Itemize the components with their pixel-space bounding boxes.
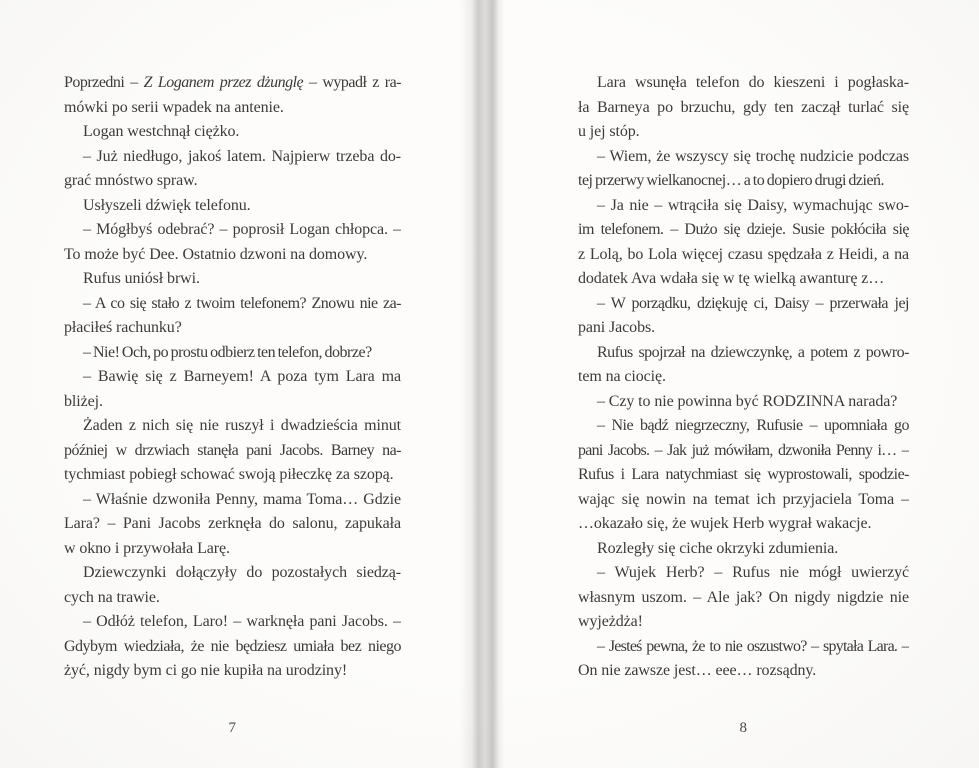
text-line: tej przerwy wielkanocnej… a to dopiero drugi dzień. — [578, 172, 885, 189]
book-gutter-shadow — [460, 0, 508, 768]
text-line: Gdybym wiedziała, że nie będziesz umiała bez niego — [64, 637, 401, 655]
text-line: On nie zawsze jest… eee… rozsądny. — [578, 662, 817, 679]
page-number-left: 7 — [228, 720, 237, 736]
text-line: – Mógłbyś odebrać? – poprosił Logan chłopca. – — [83, 221, 401, 238]
text-line: wyjeżdża! — [578, 613, 643, 630]
text-segment: – wypadł z ra- — [303, 74, 401, 91]
text-line: wając się nowin na temat ich przyjaciela Toma – — [578, 490, 909, 508]
text-line: ła Barneya po brzuchu, gdy ten zaczął turlać się — [578, 98, 909, 116]
text-line: – A co się stało z twoim telefonem? Znowu nie za- — [83, 294, 401, 312]
right-page — [578, 71, 909, 736]
text-line: tem na ciocię. — [578, 368, 666, 385]
text-line: cych na trawie. — [64, 588, 160, 606]
text-line: Lara wsunęła telefon do kieszeni i pogłaska- — [597, 74, 909, 91]
right-page-text — [578, 71, 909, 684]
text-line: pani Jacobs. – Jak już mówiłam, dzwoniła Penny i… – — [578, 441, 909, 459]
text-line: u jej stóp. — [578, 123, 640, 140]
text-line: później w drzwiach stanęła pani Jacobs. Barney na- — [64, 441, 401, 459]
text-line: pani Jacobs. — [578, 319, 656, 336]
text-line: – Nie! Och, po prostu odbierz ten telefon, dobrze? — [83, 343, 372, 361]
book-title-italic: Z Loganem przez dżunglę — [143, 74, 304, 91]
text-line: Rozległy się ciche okrzyki zdumienia. — [597, 539, 839, 557]
text-line: Dziewczynki dołączyły do pozostałych siedzą- — [83, 564, 401, 581]
text-line: dodatek Ava wdała się w tę wielką awanturę z… — [578, 270, 885, 287]
text-line: – Bawię się z Barneyem! A poza tym Lara ma — [83, 368, 401, 385]
text-line: – Ja nie – wtrąciła się Daisy, wymachując swo- — [597, 196, 909, 214]
page-number-right: 8 — [739, 720, 748, 736]
text-line: bliżej. — [64, 392, 103, 410]
text-line: grać mnóstwo spraw. — [64, 172, 198, 189]
text-line: Rufus i Lara natychmiast się wyprostowali, spodzie- — [578, 466, 909, 483]
text-line: Usłyszeli dźwięk telefonu. — [83, 196, 251, 214]
text-line: Lara? – Pani Jacobs zerknęła do salonu, zapukała — [64, 515, 401, 532]
text-line: Logan westchnął ciężko. — [83, 123, 240, 140]
text-line: tychmiast pobiegł schować swoją piłeczkę za szopą. — [64, 466, 394, 483]
text-line: To może być Dee. Ostatnio dzwoni na domowy. — [64, 245, 368, 263]
text-line: – W porządku, dziękuję ci, Daisy – przerwała jej — [597, 294, 909, 312]
left-page-text — [64, 71, 401, 684]
text-line: – Czy to nie powinna być RODZINNA narada? — [597, 392, 898, 410]
text-line: – Właśnie dzwoniła Penny, mama Toma… Gdzie — [83, 490, 401, 508]
text-line: z Lolą, bo Lola więcej czasu spędzała z Heidi, a na — [578, 245, 909, 263]
text-line: w okno i przywołała Larę. — [64, 539, 230, 557]
text-line: …okazało się, że wujek Herb wygrał wakacje. — [578, 515, 872, 532]
text-line: Rufus spojrzał na dziewczynkę, a potem z powro- — [597, 343, 909, 361]
text-line: Rufus uniósł brwi. — [83, 270, 200, 287]
text-line: – Odłóż telefon, Laro! – warknęła pani Jacobs. – — [83, 613, 401, 630]
text-line: – Nie bądź niegrzeczny, Rufusie – upomniała go — [597, 417, 909, 434]
text-segment: Poprzedni – — [64, 74, 144, 91]
text-line: – Jesteś pewna, że to nie oszustwo? – spytała Lara. – — [597, 637, 909, 655]
text-line: własnym uszom. – Ale jak? On nigdy nigdzie nie — [578, 588, 909, 606]
text-line: mówki po serii wpadek na antenie. — [64, 98, 284, 116]
text-line: Żaden z nich się nie ruszył i dwadzieścia minut — [83, 417, 401, 434]
text-line: płaciłeś rachunku? — [64, 319, 182, 336]
text-line: – Wujek Herb? – Rufus nie mógł uwierzyć — [597, 564, 909, 581]
text-line: – Już niedługo, jakoś latem. Najpierw trzeba do- — [83, 147, 401, 165]
text-line: im telefonem. – Dużo się dzieje. Susie pokłóciła się — [578, 221, 909, 238]
left-page — [64, 71, 401, 736]
text-line — [64, 71, 401, 96]
text-line: – Wiem, że wszyscy się trochę nudzicie podczas — [597, 147, 909, 165]
text-line: żyć, nigdy bym ci go nie kupiła na urodziny! — [64, 662, 348, 679]
